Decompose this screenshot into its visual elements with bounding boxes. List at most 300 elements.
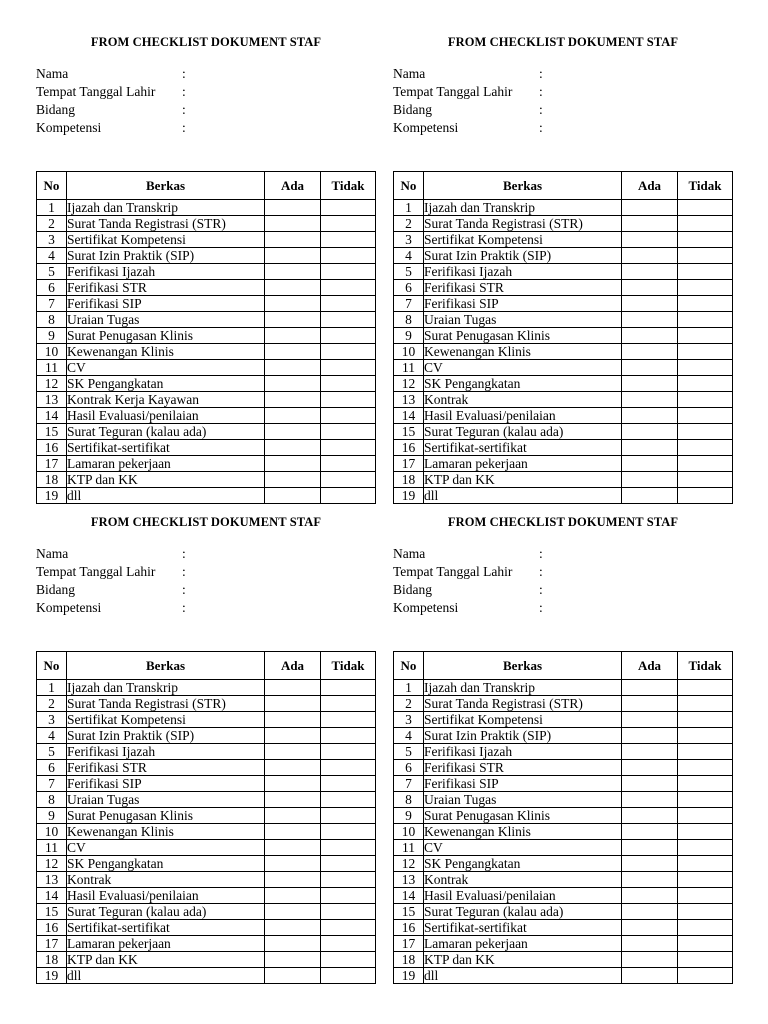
row-number: 16 (394, 920, 424, 936)
ada-checkbox-cell[interactable] (265, 968, 321, 984)
info-field-label: Nama (393, 66, 426, 81)
table-row (394, 232, 733, 248)
document-name: Surat Penugasan Klinis (67, 328, 265, 344)
tidak-checkbox-cell[interactable] (678, 280, 733, 296)
ada-checkbox-cell[interactable] (622, 392, 678, 408)
tidak-checkbox-cell[interactable] (321, 760, 376, 776)
table-row (394, 920, 733, 936)
row-number: 7 (394, 296, 424, 312)
ada-checkbox-cell[interactable] (265, 952, 321, 968)
ada-checkbox-cell[interactable] (622, 744, 678, 760)
tidak-checkbox-cell[interactable] (321, 248, 376, 264)
ada-checkbox-cell[interactable] (265, 344, 321, 360)
table-row (37, 232, 376, 248)
document-name: Kontrak Kerja Kayawan (67, 392, 265, 408)
ada-checkbox-cell[interactable] (265, 328, 321, 344)
ada-checkbox-cell[interactable] (265, 280, 321, 296)
tidak-checkbox-cell[interactable] (321, 264, 376, 280)
tidak-checkbox-cell[interactable] (678, 792, 733, 808)
ada-checkbox-cell[interactable] (265, 872, 321, 888)
row-number: 14 (37, 408, 67, 424)
info-field-colon: : (182, 582, 186, 597)
tidak-checkbox-cell[interactable] (321, 312, 376, 328)
ada-checkbox-cell[interactable] (622, 840, 678, 856)
tidak-checkbox-cell[interactable] (678, 840, 733, 856)
ada-checkbox-cell[interactable] (622, 488, 678, 504)
tidak-checkbox-cell[interactable] (678, 424, 733, 440)
table-row (37, 760, 376, 776)
ada-checkbox-cell[interactable] (265, 680, 321, 696)
ada-checkbox-cell[interactable] (622, 232, 678, 248)
ada-checkbox-cell[interactable] (265, 360, 321, 376)
document-name: Uraian Tugas (67, 792, 265, 808)
tidak-checkbox-cell[interactable] (321, 968, 376, 984)
ada-checkbox-cell[interactable] (622, 456, 678, 472)
table-row (394, 216, 733, 232)
info-field-row (393, 65, 733, 83)
tidak-checkbox-cell[interactable] (321, 712, 376, 728)
row-number: 18 (37, 952, 67, 968)
ada-checkbox-cell[interactable] (622, 824, 678, 840)
table-row (394, 888, 733, 904)
tidak-checkbox-cell[interactable] (321, 792, 376, 808)
row-number: 1 (394, 680, 424, 696)
ada-checkbox-cell[interactable] (622, 216, 678, 232)
table-row (394, 472, 733, 488)
document-name: KTP dan KK (424, 952, 622, 968)
row-number: 15 (37, 424, 67, 440)
document-name: Ferifikasi Ijazah (424, 264, 622, 280)
info-field-colon: : (182, 546, 186, 561)
row-number: 11 (394, 840, 424, 856)
ada-checkbox-cell[interactable] (265, 440, 321, 456)
row-number: 12 (394, 376, 424, 392)
info-field-row (36, 563, 376, 581)
row-number: 13 (394, 872, 424, 888)
row-number: 15 (394, 424, 424, 440)
document-name: Lamaran pekerjaan (67, 936, 265, 952)
tidak-checkbox-cell[interactable] (678, 744, 733, 760)
ada-checkbox-cell[interactable] (622, 936, 678, 952)
checklist-form (393, 34, 733, 503)
ada-checkbox-cell[interactable] (622, 408, 678, 424)
row-number: 4 (37, 248, 67, 264)
info-field-label: Kompetensi (393, 600, 459, 615)
row-number: 9 (394, 808, 424, 824)
ada-checkbox-cell[interactable] (265, 776, 321, 792)
table-row (394, 840, 733, 856)
table-row (394, 856, 733, 872)
ada-checkbox-cell[interactable] (265, 424, 321, 440)
ada-checkbox-cell[interactable] (622, 712, 678, 728)
tidak-checkbox-cell[interactable] (321, 824, 376, 840)
ada-checkbox-cell[interactable] (265, 920, 321, 936)
table-row (394, 440, 733, 456)
row-number: 17 (37, 456, 67, 472)
ada-checkbox-cell[interactable] (265, 200, 321, 216)
table-row (394, 728, 733, 744)
tidak-checkbox-cell[interactable] (678, 264, 733, 280)
tidak-checkbox-cell[interactable] (321, 888, 376, 904)
tidak-checkbox-cell[interactable] (321, 680, 376, 696)
table-row (394, 824, 733, 840)
info-field-label: Kompetensi (36, 120, 102, 135)
ada-checkbox-cell[interactable] (622, 904, 678, 920)
document-name: Surat Teguran (kalau ada) (67, 904, 265, 920)
tidak-checkbox-cell[interactable] (678, 440, 733, 456)
header-ada: Ada (622, 172, 678, 200)
tidak-checkbox-cell[interactable] (321, 216, 376, 232)
ada-checkbox-cell[interactable] (622, 424, 678, 440)
ada-checkbox-cell[interactable] (265, 712, 321, 728)
tidak-checkbox-cell[interactable] (321, 696, 376, 712)
ada-checkbox-cell[interactable] (622, 248, 678, 264)
ada-checkbox-cell[interactable] (265, 488, 321, 504)
tidak-checkbox-cell[interactable] (678, 296, 733, 312)
ada-checkbox-cell[interactable] (265, 216, 321, 232)
table-header-row (37, 652, 376, 680)
row-number: 14 (37, 888, 67, 904)
info-field-colon: : (539, 102, 543, 117)
table-row (37, 280, 376, 296)
table-row (37, 408, 376, 424)
tidak-checkbox-cell[interactable] (321, 856, 376, 872)
tidak-checkbox-cell[interactable] (321, 808, 376, 824)
info-field-colon: : (182, 564, 186, 579)
tidak-checkbox-cell[interactable] (678, 232, 733, 248)
document-name: dll (67, 968, 265, 984)
table-row (37, 808, 376, 824)
ada-checkbox-cell[interactable] (622, 856, 678, 872)
tidak-checkbox-cell[interactable] (678, 328, 733, 344)
document-name: Hasil Evaluasi/penilaian (67, 408, 265, 424)
ada-checkbox-cell[interactable] (265, 312, 321, 328)
document-name: CV (424, 840, 622, 856)
tidak-checkbox-cell[interactable] (321, 200, 376, 216)
info-field-label: Nama (393, 546, 426, 561)
header-berkas: Berkas (67, 652, 265, 680)
info-field-label: Bidang (393, 102, 432, 117)
tidak-checkbox-cell[interactable] (321, 952, 376, 968)
ada-checkbox-cell[interactable] (622, 360, 678, 376)
tidak-checkbox-cell[interactable] (678, 248, 733, 264)
row-number: 12 (394, 856, 424, 872)
ada-checkbox-cell[interactable] (265, 408, 321, 424)
tidak-checkbox-cell[interactable] (678, 712, 733, 728)
tidak-checkbox-cell[interactable] (678, 904, 733, 920)
tidak-checkbox-cell[interactable] (678, 408, 733, 424)
ada-checkbox-cell[interactable] (622, 872, 678, 888)
document-name: Kewenangan Klinis (67, 344, 265, 360)
tidak-checkbox-cell[interactable] (678, 952, 733, 968)
row-number: 13 (394, 392, 424, 408)
row-number: 3 (394, 712, 424, 728)
row-number: 10 (37, 824, 67, 840)
tidak-checkbox-cell[interactable] (321, 296, 376, 312)
document-name: Uraian Tugas (424, 792, 622, 808)
header-no: No (37, 172, 67, 200)
tidak-checkbox-cell[interactable] (321, 232, 376, 248)
ada-checkbox-cell[interactable] (622, 808, 678, 824)
tidak-checkbox-cell[interactable] (678, 856, 733, 872)
table-row (394, 392, 733, 408)
table-row (394, 936, 733, 952)
document-name: Sertifikat-sertifikat (67, 440, 265, 456)
tidak-checkbox-cell[interactable] (321, 920, 376, 936)
ada-checkbox-cell[interactable] (622, 968, 678, 984)
tidak-checkbox-cell[interactable] (321, 728, 376, 744)
info-field-row (36, 599, 376, 617)
tidak-checkbox-cell[interactable] (678, 872, 733, 888)
table-row (394, 360, 733, 376)
row-number: 10 (394, 824, 424, 840)
document-name: Sertifikat Kompetensi (424, 232, 622, 248)
ada-checkbox-cell[interactable] (265, 904, 321, 920)
document-name: dll (424, 968, 622, 984)
ada-checkbox-cell[interactable] (265, 248, 321, 264)
header-tidak: Tidak (321, 652, 376, 680)
table-row (37, 200, 376, 216)
document-name: CV (424, 360, 622, 376)
table-row (394, 456, 733, 472)
ada-checkbox-cell[interactable] (265, 824, 321, 840)
ada-checkbox-cell[interactable] (265, 856, 321, 872)
table-row (37, 728, 376, 744)
table-row (394, 408, 733, 424)
tidak-checkbox-cell[interactable] (321, 280, 376, 296)
tidak-checkbox-cell[interactable] (678, 680, 733, 696)
ada-checkbox-cell[interactable] (265, 760, 321, 776)
tidak-checkbox-cell[interactable] (321, 344, 376, 360)
table-row (394, 808, 733, 824)
table-row (37, 248, 376, 264)
tidak-checkbox-cell[interactable] (678, 760, 733, 776)
tidak-checkbox-cell[interactable] (321, 744, 376, 760)
form-title: FROM CHECKLIST DOKUMENT STAF (90, 35, 322, 49)
ada-checkbox-cell[interactable] (622, 440, 678, 456)
info-field-row (393, 101, 733, 119)
tidak-checkbox-cell[interactable] (321, 456, 376, 472)
tidak-checkbox-cell[interactable] (678, 808, 733, 824)
tidak-checkbox-cell[interactable] (678, 824, 733, 840)
document-name: dll (424, 488, 622, 504)
tidak-checkbox-cell[interactable] (321, 904, 376, 920)
document-name: Lamaran pekerjaan (424, 456, 622, 472)
row-number: 19 (394, 488, 424, 504)
ada-checkbox-cell[interactable] (622, 264, 678, 280)
form-title: FROM CHECKLIST DOKUMENT STAF (447, 515, 679, 529)
ada-checkbox-cell[interactable] (265, 376, 321, 392)
tidak-checkbox-cell[interactable] (321, 328, 376, 344)
table-row (394, 424, 733, 440)
ada-checkbox-cell[interactable] (265, 296, 321, 312)
info-field-label: Tempat Tanggal Lahir (393, 564, 513, 579)
document-name: Surat Tanda Registrasi (STR) (67, 696, 265, 712)
table-row (37, 680, 376, 696)
ada-checkbox-cell[interactable] (265, 472, 321, 488)
table-row (37, 264, 376, 280)
info-fields (393, 545, 733, 617)
row-number: 16 (37, 440, 67, 456)
row-number: 6 (394, 760, 424, 776)
table-row (394, 248, 733, 264)
table-row (37, 456, 376, 472)
ada-checkbox-cell[interactable] (265, 728, 321, 744)
tidak-checkbox-cell[interactable] (678, 696, 733, 712)
table-row (394, 744, 733, 760)
ada-checkbox-cell[interactable] (265, 888, 321, 904)
tidak-checkbox-cell[interactable] (321, 776, 376, 792)
header-tidak: Tidak (321, 172, 376, 200)
document-name: KTP dan KK (67, 952, 265, 968)
info-field-row (393, 83, 733, 101)
row-number: 19 (394, 968, 424, 984)
info-field-colon: : (182, 600, 186, 615)
ada-checkbox-cell[interactable] (622, 792, 678, 808)
document-name: Ijazah dan Transkrip (67, 200, 265, 216)
document-name: Ferifikasi SIP (424, 296, 622, 312)
document-name: Surat Teguran (kalau ada) (424, 424, 622, 440)
document-name: KTP dan KK (67, 472, 265, 488)
ada-checkbox-cell[interactable] (622, 952, 678, 968)
row-number: 7 (37, 296, 67, 312)
ada-checkbox-cell[interactable] (265, 456, 321, 472)
tidak-checkbox-cell[interactable] (321, 392, 376, 408)
tidak-checkbox-cell[interactable] (678, 488, 733, 504)
row-number: 9 (37, 328, 67, 344)
table-row (394, 344, 733, 360)
tidak-checkbox-cell[interactable] (678, 392, 733, 408)
ada-checkbox-cell[interactable] (622, 472, 678, 488)
tidak-checkbox-cell[interactable] (678, 920, 733, 936)
tidak-checkbox-cell[interactable] (321, 872, 376, 888)
info-field-row (36, 581, 376, 599)
tidak-checkbox-cell[interactable] (321, 472, 376, 488)
table-row (37, 360, 376, 376)
table-row (394, 952, 733, 968)
ada-checkbox-cell[interactable] (622, 888, 678, 904)
document-name: Surat Teguran (kalau ada) (424, 904, 622, 920)
tidak-checkbox-cell[interactable] (678, 888, 733, 904)
ada-checkbox-cell[interactable] (622, 680, 678, 696)
tidak-checkbox-cell[interactable] (678, 360, 733, 376)
table-row (394, 760, 733, 776)
row-number: 9 (37, 808, 67, 824)
info-field-label: Nama (36, 66, 69, 81)
table-row (37, 744, 376, 760)
ada-checkbox-cell[interactable] (622, 296, 678, 312)
ada-checkbox-cell[interactable] (265, 936, 321, 952)
tidak-checkbox-cell[interactable] (678, 968, 733, 984)
table-row (394, 776, 733, 792)
info-field-row (36, 65, 376, 83)
tidak-checkbox-cell[interactable] (321, 936, 376, 952)
ada-checkbox-cell[interactable] (265, 392, 321, 408)
ada-checkbox-cell[interactable] (265, 696, 321, 712)
ada-checkbox-cell[interactable] (622, 328, 678, 344)
document-name: SK Pengangkatan (67, 376, 265, 392)
document-name: dll (67, 488, 265, 504)
row-number: 2 (37, 696, 67, 712)
row-number: 11 (37, 840, 67, 856)
ada-checkbox-cell[interactable] (622, 344, 678, 360)
tidak-checkbox-cell[interactable] (678, 200, 733, 216)
ada-checkbox-cell[interactable] (622, 920, 678, 936)
table-row (394, 968, 733, 984)
tidak-checkbox-cell[interactable] (321, 424, 376, 440)
form-title: FROM CHECKLIST DOKUMENT STAF (90, 515, 322, 529)
tidak-checkbox-cell[interactable] (321, 488, 376, 504)
tidak-checkbox-cell[interactable] (678, 216, 733, 232)
row-number: 5 (394, 264, 424, 280)
ada-checkbox-cell[interactable] (622, 200, 678, 216)
table-row (394, 904, 733, 920)
ada-checkbox-cell[interactable] (265, 840, 321, 856)
tidak-checkbox-cell[interactable] (321, 440, 376, 456)
document-name: Kontrak (424, 872, 622, 888)
row-number: 15 (394, 904, 424, 920)
document-name: Lamaran pekerjaan (424, 936, 622, 952)
ada-checkbox-cell[interactable] (265, 792, 321, 808)
tidak-checkbox-cell[interactable] (321, 360, 376, 376)
info-field-colon: : (182, 84, 186, 99)
info-field-label: Nama (36, 546, 69, 561)
tidak-checkbox-cell[interactable] (678, 344, 733, 360)
document-name: Ferifikasi STR (67, 280, 265, 296)
ada-checkbox-cell[interactable] (265, 264, 321, 280)
ada-checkbox-cell[interactable] (622, 376, 678, 392)
ada-checkbox-cell[interactable] (265, 808, 321, 824)
ada-checkbox-cell[interactable] (622, 776, 678, 792)
tidak-checkbox-cell[interactable] (321, 840, 376, 856)
tidak-checkbox-cell[interactable] (321, 408, 376, 424)
row-number: 14 (394, 888, 424, 904)
ada-checkbox-cell[interactable] (622, 760, 678, 776)
header-ada: Ada (622, 652, 678, 680)
document-name: Hasil Evaluasi/penilaian (424, 888, 622, 904)
table-row (37, 872, 376, 888)
tidak-checkbox-cell[interactable] (678, 728, 733, 744)
row-number: 11 (394, 360, 424, 376)
tidak-checkbox-cell[interactable] (678, 472, 733, 488)
row-number: 16 (394, 440, 424, 456)
info-field-label: Tempat Tanggal Lahir (36, 564, 156, 579)
table-row (394, 792, 733, 808)
row-number: 12 (37, 376, 67, 392)
tidak-checkbox-cell[interactable] (678, 312, 733, 328)
info-field-label: Kompetensi (393, 120, 459, 135)
info-field-colon: : (539, 66, 543, 81)
ada-checkbox-cell[interactable] (622, 280, 678, 296)
document-name: Sertifikat-sertifikat (424, 920, 622, 936)
tidak-checkbox-cell[interactable] (678, 776, 733, 792)
header-ada: Ada (265, 172, 321, 200)
ada-checkbox-cell[interactable] (622, 312, 678, 328)
document-name: Surat Teguran (kalau ada) (67, 424, 265, 440)
table-row (394, 280, 733, 296)
row-number: 1 (37, 680, 67, 696)
tidak-checkbox-cell[interactable] (678, 456, 733, 472)
tidak-checkbox-cell[interactable] (678, 936, 733, 952)
table-header-row (37, 172, 376, 200)
tidak-checkbox-cell[interactable] (321, 376, 376, 392)
ada-checkbox-cell[interactable] (265, 744, 321, 760)
ada-checkbox-cell[interactable] (265, 232, 321, 248)
row-number: 17 (37, 936, 67, 952)
ada-checkbox-cell[interactable] (622, 696, 678, 712)
ada-checkbox-cell[interactable] (622, 728, 678, 744)
tidak-checkbox-cell[interactable] (678, 376, 733, 392)
